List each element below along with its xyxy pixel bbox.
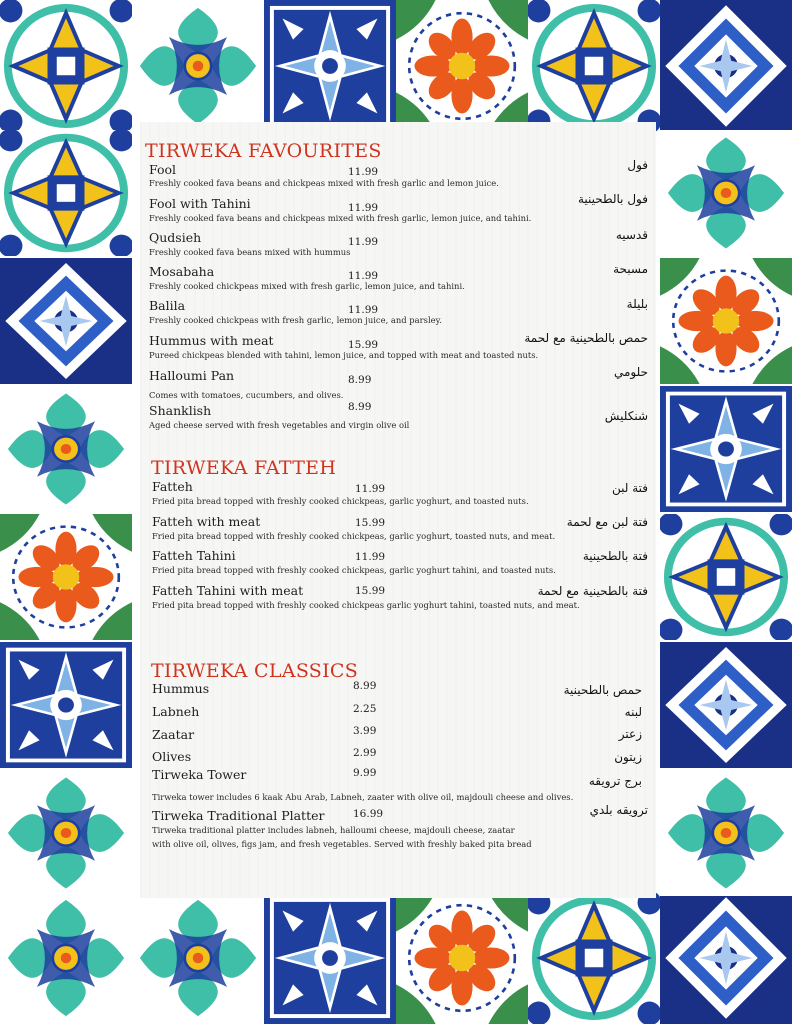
decorative-tile — [132, 0, 264, 132]
decorative-tile — [132, 892, 264, 1024]
item-price: 11.99 — [348, 236, 379, 248]
item-name: Zaatar — [152, 727, 195, 742]
item-arabic-name: برج ترويقه — [588, 774, 642, 788]
item-description: Comes with tomatoes, cucumbers, and olives. — [149, 390, 344, 400]
item-arabic-name: زعتر — [618, 727, 642, 741]
item-price: 2.99 — [353, 747, 377, 759]
decorative-tile — [660, 0, 792, 132]
decorative-tile — [660, 514, 792, 640]
item-name: Fool — [149, 162, 177, 177]
item-price: 15.99 — [355, 517, 386, 529]
section-title-favourites: TIRWEKA FAVOURITES — [145, 140, 382, 162]
decorative-tile — [0, 130, 132, 256]
item-name: Shanklish — [149, 403, 212, 418]
item-name: Olives — [152, 749, 192, 764]
item-name: Fatteh Tahini with meat — [152, 583, 304, 598]
item-name: Fatteh — [152, 479, 193, 494]
decorative-tile — [0, 258, 132, 384]
item-arabic-name: فول — [627, 158, 648, 172]
item-arabic-name: فتة لبن — [611, 481, 648, 495]
decorative-tile — [0, 892, 132, 1024]
item-price: 8.99 — [348, 374, 372, 386]
decorative-tile — [660, 386, 792, 512]
item-description: Freshly cooked chickpeas with fresh garlic, lemon juice, and parsley. — [149, 315, 442, 325]
item-arabic-name: ترويقه بلدي — [589, 803, 648, 817]
item-arabic-name: حلومي — [613, 365, 648, 379]
item-name: Fool with Tahini — [149, 196, 251, 211]
decorative-tile — [0, 386, 132, 512]
item-name: Qudsieh — [149, 230, 202, 245]
decorative-tile — [0, 770, 132, 896]
item-description: Freshly cooked fava beans mixed with hummus — [149, 247, 351, 257]
item-description: Fried pita bread topped with freshly cooked chickpeas, garlic yoghurt, toasted nuts, and meat. — [152, 531, 556, 541]
decorative-tile — [660, 258, 792, 384]
decorative-tile — [660, 770, 792, 896]
decorative-tile — [0, 642, 132, 768]
item-arabic-name: شنكليش — [604, 409, 648, 423]
decorative-tile — [0, 514, 132, 640]
item-description: Aged cheese served with fresh vegetables and virgin olive oil — [149, 420, 410, 430]
decorative-tile — [528, 892, 660, 1024]
item-description-line-2: with olive oil, olives, figs jam, and fresh vegetables. Served with freshly baked pita bread — [152, 839, 532, 849]
item-arabic-name: زيتون — [614, 750, 642, 764]
item-arabic-name: لبنه — [624, 705, 642, 719]
item-description: Fried pita bread topped with freshly cooked chickpeas, garlic yoghurt tahini, and toasted nuts. — [152, 565, 556, 575]
item-name: Mosabaha — [149, 264, 215, 279]
item-arabic-name: حمص بالطحينية — [563, 683, 642, 697]
item-name: Labneh — [152, 704, 200, 719]
decorative-tile — [660, 892, 792, 1024]
item-price: 16.99 — [353, 808, 384, 820]
item-arabic-name: فول بالطحينية — [577, 192, 648, 206]
item-arabic-name: مسبحة — [613, 262, 648, 276]
item-price: 11.99 — [348, 304, 379, 316]
decorative-tile — [660, 642, 792, 768]
item-price: 15.99 — [348, 339, 379, 351]
item-price: 11.99 — [355, 483, 386, 495]
item-description: Fried pita bread topped with freshly cooked chickpeas garlic yoghurt tahini, toasted nuts, and meat. — [152, 600, 580, 610]
item-price: 3.99 — [353, 725, 377, 737]
menu-panel — [140, 122, 656, 898]
item-arabic-name: فتة لبن مع لحمة — [566, 515, 648, 529]
item-name: Fatteh with meat — [152, 514, 261, 529]
item-name: Tirweka Tower — [152, 767, 247, 782]
item-arabic-name: قدسيه — [615, 228, 648, 242]
decorative-tile — [264, 892, 396, 1024]
item-description: Tirweka traditional platter includes labneh, halloumi cheese, majdouli cheese, zaatar — [152, 825, 515, 835]
item-arabic-name: فتة بالطحينية مع لحمة — [537, 584, 648, 598]
item-description: Freshly cooked fava beans and chickpeas mixed with fresh garlic, lemon juice, and tahini. — [149, 213, 532, 223]
item-price: 15.99 — [355, 585, 386, 597]
item-price: 9.99 — [353, 767, 377, 779]
decorative-tile — [0, 0, 132, 132]
section-title-classics: TIRWEKA CLASSICS — [151, 660, 359, 682]
item-price: 8.99 — [353, 680, 377, 692]
item-arabic-name: بليلة — [626, 297, 648, 311]
item-description: Fried pita bread topped with freshly cooked chickpeas, garlic yoghurt, and toasted nuts. — [152, 496, 529, 506]
item-name: Hummus with meat — [149, 333, 274, 348]
item-price: 2.25 — [353, 703, 377, 715]
item-description: Tirweka tower includes 6 kaak Abu Arab, Labneh, zaater with olive oil, majdouli cheese and olives. — [152, 792, 574, 802]
decorative-tile — [396, 0, 528, 132]
decorative-tile — [660, 130, 792, 256]
decorative-tile — [264, 0, 396, 132]
item-name: Tirweka Traditional Platter — [152, 808, 325, 823]
item-name: Hummus — [152, 681, 210, 696]
item-arabic-name: حمص بالطحينية مع لحمة — [524, 331, 648, 345]
item-price: 11.99 — [355, 551, 386, 563]
item-description: Pureed chickpeas blended with tahini, lemon juice, and topped with meat and toasted nuts. — [149, 350, 539, 360]
item-price: 11.99 — [348, 202, 379, 214]
item-price: 11.99 — [348, 166, 379, 178]
item-name: Halloumi Pan — [149, 368, 235, 383]
decorative-tile — [528, 0, 660, 132]
item-name: Fatteh Tahini — [152, 548, 236, 563]
item-name: Balila — [149, 298, 186, 313]
item-description: Freshly cooked chickpeas mixed with fresh garlic, lemon juice, and tahini. — [149, 281, 465, 291]
item-description: Freshly cooked fava beans and chickpeas mixed with fresh garlic and lemon juice. — [149, 178, 499, 188]
section-title-fatteh: TIRWEKA FATTEH — [151, 457, 337, 479]
item-price: 8.99 — [348, 401, 372, 413]
item-price: 11.99 — [348, 270, 379, 282]
item-arabic-name: فتة بالطحينية — [582, 549, 648, 563]
decorative-tile — [396, 892, 528, 1024]
